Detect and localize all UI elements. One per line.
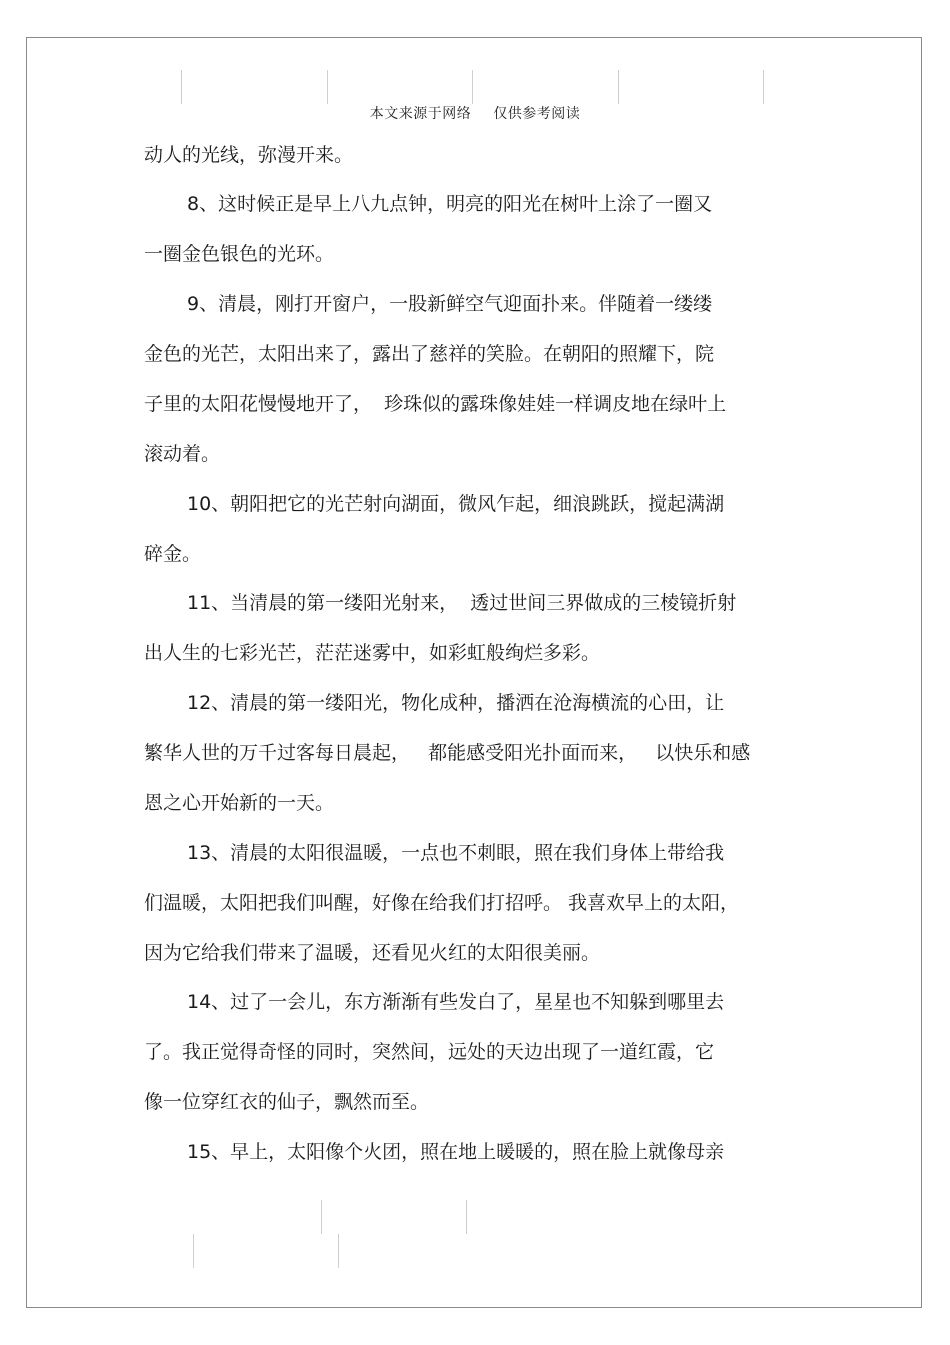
- header-reference-note: 仅供参考阅读: [493, 106, 581, 122]
- text-line: 滚动着。: [144, 443, 221, 465]
- text-line: 出人生的七彩光芒，茫茫迷雾中，如彩虹般绚烂多彩。: [144, 642, 601, 664]
- text-line: 9、清晨，刚打开窗户，一股新鲜空气迎面扑来。伴随着一缕缕: [187, 293, 713, 315]
- page-header: [0, 103, 950, 123]
- bottom-tick: [338, 1234, 339, 1268]
- text-line: 了。我正觉得奇怪的同时，突然间，远处的天边出现了一道红霞，它: [144, 1041, 715, 1063]
- text-line: 动人的光线，弥漫开来。: [144, 144, 354, 166]
- text-line: 8、这时候正是早上八九点钟，明亮的阳光在树叶上涂了一圈又: [187, 193, 713, 215]
- text-line: 13、清晨的太阳很温暖，一点也不刺眼，照在我们身体上带给我: [187, 842, 725, 864]
- text-line: 像一位穿红衣的仙子，飘然而至。: [144, 1091, 430, 1113]
- text-line: 繁华人世的万千过客每日晨起， 都能感受阳光扑面而来， 以快乐和感: [144, 742, 751, 764]
- top-tick: [618, 70, 619, 104]
- bottom-tick: [321, 1200, 322, 1234]
- text-line: 一圈金色银色的光环。: [144, 243, 335, 265]
- text-line: 11、当清晨的第一缕阳光射来， 透过世间三界做成的三棱镜折射: [187, 592, 737, 614]
- top-tick: [763, 70, 764, 104]
- text-line: 因为它给我们带来了温暖，还看见火红的太阳很美丽。: [144, 942, 601, 964]
- page-border: [26, 37, 922, 1308]
- bottom-tick: [193, 1234, 194, 1268]
- top-tick: [472, 70, 473, 104]
- bottom-tick: [466, 1200, 467, 1234]
- text-line: 12、清晨的第一缕阳光，物化成种，播洒在沧海横流的心田，让: [187, 692, 725, 714]
- text-line: 碎金。: [144, 543, 202, 565]
- text-line: 14、过了一会儿，东方渐渐有些发白了，星星也不知躲到哪里去: [187, 991, 725, 1013]
- text-line: 子里的太阳花慢慢地开了， 珍珠似的露珠像娃娃一样调皮地在绿叶上: [144, 393, 727, 415]
- top-tick: [181, 70, 182, 104]
- text-line: 们温暖，太阳把我们叫醒，好像在给我们打招呼。 我喜欢早上的太阳，: [144, 892, 740, 914]
- text-line: 10、朝阳把它的光芒射向湖面，微风乍起，细浪跳跃，搅起满湖: [187, 493, 725, 515]
- text-line: 金色的光芒，太阳出来了，露出了慈祥的笑脸。在朝阳的照耀下，院: [144, 343, 715, 365]
- top-tick: [327, 70, 328, 104]
- text-line: 恩之心开始新的一天。: [144, 792, 335, 814]
- text-line: 15、早上，太阳像个火团，照在地上暖暖的，照在脸上就像母亲: [187, 1141, 725, 1163]
- header-source-note: 本文来源于网络: [369, 106, 472, 122]
